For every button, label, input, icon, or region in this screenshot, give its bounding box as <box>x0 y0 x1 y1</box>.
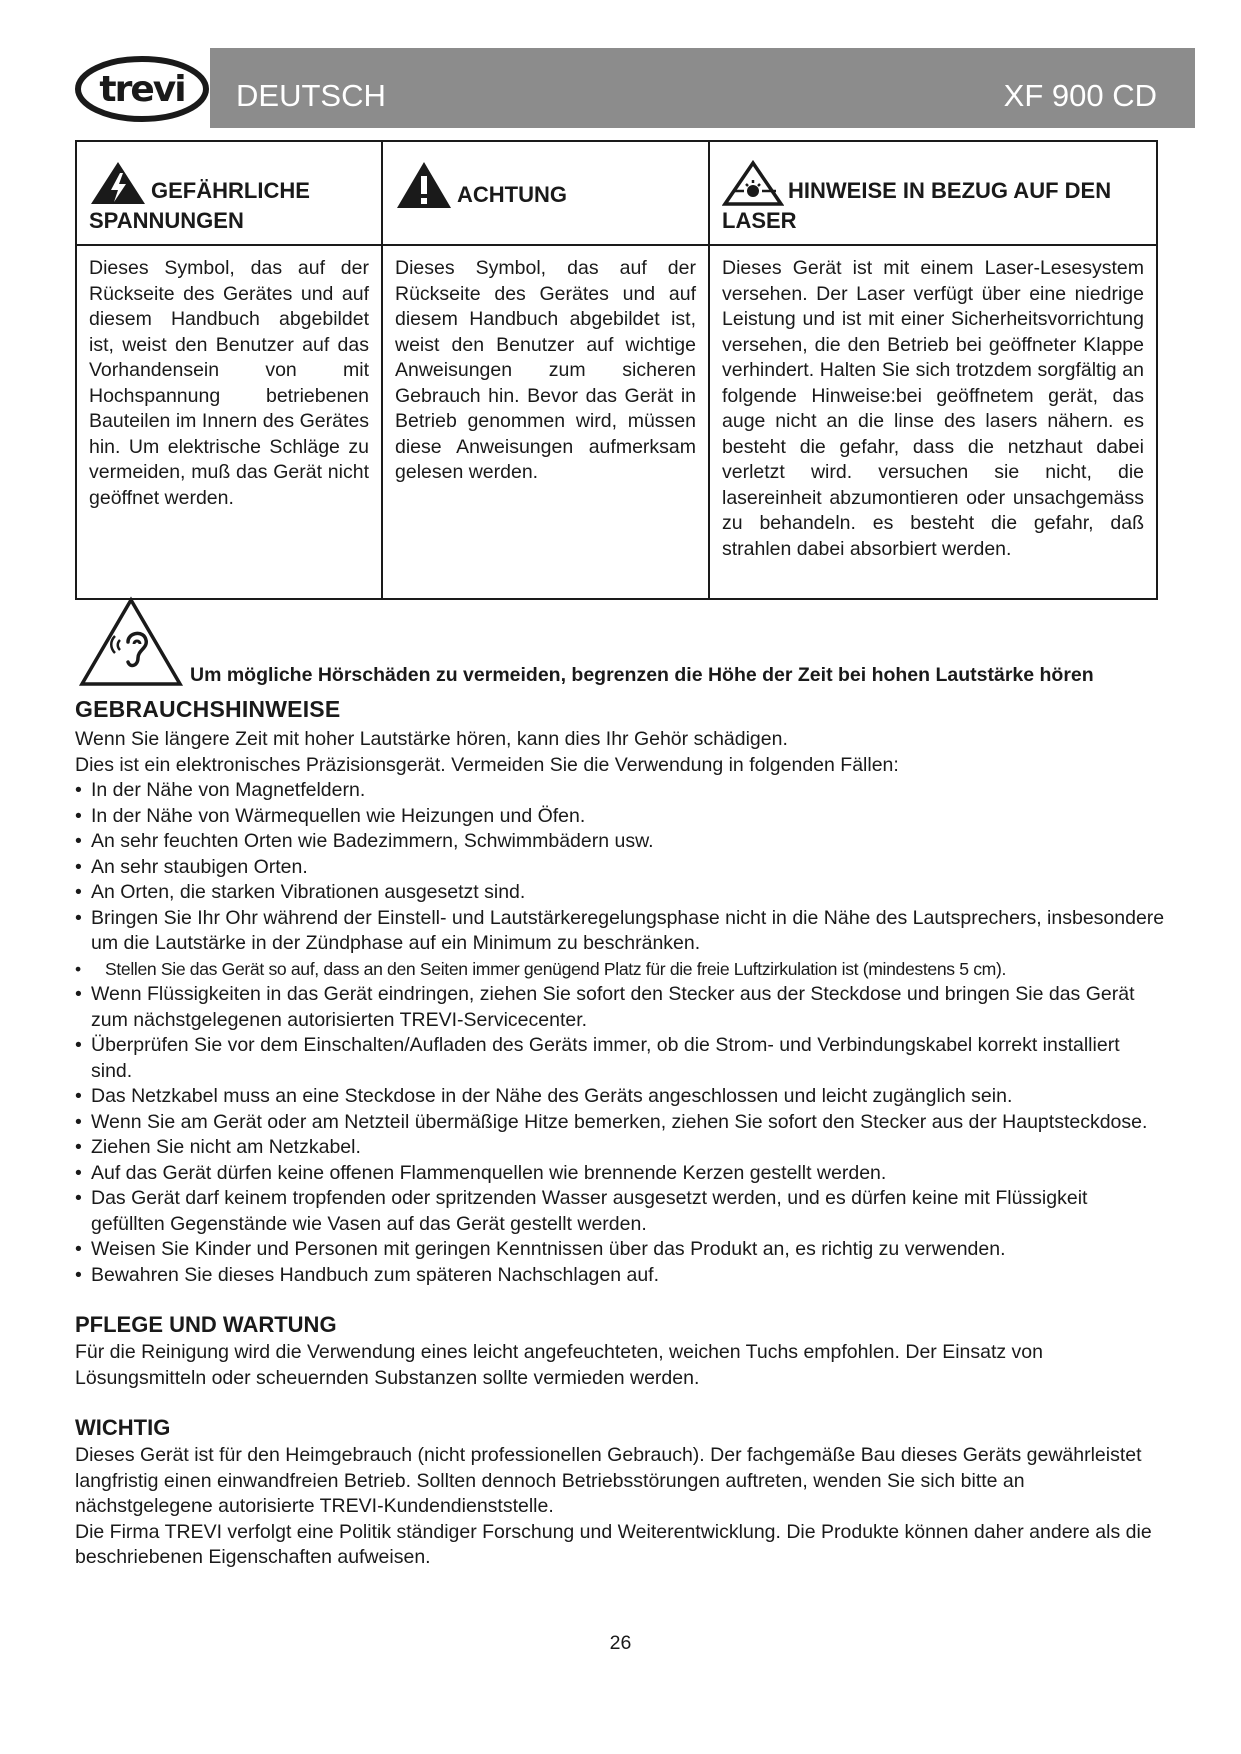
warning-title-voltage: GEFÄHRLICHE SPANNUNGEN <box>89 178 310 233</box>
list-item: • Auf das Gerät dürfen keine offenen Flammenquellen wie brennende Kerzen gestellt werden. <box>75 1161 1165 1187</box>
usage-intro-1: Wenn Sie längere Zeit mit hoher Lautstärke hören, kann dies Ihr Gehör schädigen. <box>75 728 788 750</box>
warning-text-voltage: Dieses Symbol, das auf der Rückseite des Gerätes und auf diesem Handbuch abgebildet ist, weist den Benutzer auf das Vorhandensein von mit Hochspannung betriebenen Bauteilen im Innern des Gerätes hin. Um elektrische Schläge zu vermeiden, muß das Gerät nicht geöffnet werden. <box>76 245 382 599</box>
header-bar <box>210 48 1195 128</box>
warning-title-laser: HINWEISE IN BEZUG AUF DEN LASER <box>722 178 1112 233</box>
exclamation-icon <box>395 160 453 210</box>
high-voltage-icon <box>89 160 147 206</box>
warning-title-caution: ACHTUNG <box>457 182 567 207</box>
warning-header-laser <box>709 141 1157 245</box>
usage-intro-2: Dies ist ein elektronisches Präzisionsgerät. Vermeiden Sie die Verwendung in folgenden Fällen: <box>75 753 899 776</box>
list-item: • Stellen Sie das Gerät so auf, dass an den Seiten immer genügend Platz für die freie Luftzirkulation ist (mindestens 5 cm). <box>75 957 1165 983</box>
safety-warnings-table <box>75 140 1158 600</box>
list-item: • Überprüfen Sie vor dem Einschalten/Aufladen des Geräts immer, ob die Strom- und Verbindungskabel korrekt installiert sind. <box>75 1033 1165 1084</box>
important-text-2: Die Firma TREVI verfolgt eine Politik ständiger Forschung und Weiterentwicklung. Die Produkte können daher andere als die beschriebenen Eigenschaften aufweisen. <box>75 1520 1152 1568</box>
trevi-logo <box>74 56 210 122</box>
care-title: PFLEGE UND WARTUNG <box>75 1312 337 1337</box>
list-item: • In der Nähe von Wärmequellen wie Heizungen und Öfen. <box>75 804 1165 830</box>
page-number: 26 <box>609 1632 632 1654</box>
warning-text-caution: Dieses Symbol, das auf der Rückseite des Gerätes und auf diesem Handbuch abgebildet ist, weist den Benutzer auf wichtige Anweisungen zum sicheren Gebrauch hin. Bevor das Gerät in Betrieb genommen wird, müssen diese Anweisungen aufmerksam gelesen werden. <box>382 245 709 599</box>
list-item: • In der Nähe von Magnetfeldern. <box>75 778 1165 804</box>
hearing-warning <box>78 596 1178 688</box>
usage-list <box>75 778 1165 1288</box>
logo-text: trevi <box>99 69 185 110</box>
laser-icon <box>722 160 784 206</box>
important-title: WICHTIG <box>75 1415 171 1440</box>
list-item: • Bewahren Sie dieses Handbuch zum späteren Nachschlagen auf. <box>75 1263 1165 1289</box>
list-item: • An sehr staubigen Orten. <box>75 855 1165 881</box>
list-item: • Wenn Flüssigkeiten in das Gerät eindringen, ziehen Sie sofort den Stecker aus der Steckdose und bringen Sie das Gerät zum nächstgelegenen autorisierten TREVI-Servicecenter. <box>75 982 1165 1033</box>
hearing-warning-icon <box>78 596 184 688</box>
warning-text-laser: Dieses Gerät ist mit einem Laser-Lesesystem versehen. Der Laser verfügt über eine niedrige Leistung und ist mit einer Sicherheitsvorrichtung versehen, die den Betrieb bei geöffneter Klappe verhindert. Halten Sie sich trotzdem sorgfältig an folgende Hinweise:bei geöffnetem gerät, das auge nicht an die linse des lasers nähern. es besteht die gefahr, dass die netzhaut dabei verletzt wird. versuchen sie nicht, die lasereinheit abzumontieren oder unsachgemäss zu behandeln. es besteht die gefahr, daß strahlen dabei absorbiert werden. <box>709 245 1157 599</box>
list-item: • Ziehen Sie nicht am Netzkabel. <box>75 1135 1165 1161</box>
warning-header-caution <box>382 141 709 245</box>
list-item: • Das Gerät darf keinem tropfenden oder spritzenden Wasser ausgesetzt werden, und es dürfen keine mit Flüssigkeit gefüllten Gegenstände wie Vasen auf das Gerät gestellt werden. <box>75 1186 1165 1237</box>
model-label: XF 900 CD <box>1003 78 1157 113</box>
list-item: • Das Netzkabel muss an eine Steckdose in der Nähe des Geräts angeschlossen und leicht zugänglich sein. <box>75 1084 1165 1110</box>
list-item: • An sehr feuchten Orten wie Badezimmern, Schwimmbädern usw. <box>75 829 1165 855</box>
usage-title: GEBRAUCHSHINWEISE <box>75 696 341 722</box>
list-item: • Weisen Sie Kinder und Personen mit geringen Kenntnissen über das Produkt an, es richtig zu verwenden. <box>75 1237 1165 1263</box>
list-item: • Bringen Sie Ihr Ohr während der Einstell- und Lautstärkeregelungsphase nicht in die Nähe des Lautsprechers, insbesondere um die Lautstärke in der Zündphase auf ein Minimum zu beschränken. <box>75 906 1165 957</box>
important-text-1: Dieses Gerät ist für den Heimgebrauch (nicht professionellen Gebrauch). Der fachgemäße Bau dieses Geräts gewährleistet langfristig einen einwandfreien Betrieb. Sollten dennoch Betriebsstörungen auftreten, wenden Sie sich bitte an nächstgelegene autorisierte TREVI-Kundendienststelle. <box>75 1444 1142 1517</box>
warning-header-voltage <box>76 141 382 245</box>
main-content <box>75 696 1165 1571</box>
list-item: • Wenn Sie am Gerät oder am Netzteil übermäßige Hitze bemerken, ziehen Sie sofort den Stecker aus der Hauptsteckdose. <box>75 1110 1165 1136</box>
hearing-warning-text: Um mögliche Hörschäden zu vermeiden, begrenzen die Höhe der Zeit bei hohen Lautstärke hören <box>190 664 1094 686</box>
care-text: Für die Reinigung wird die Verwendung eines leicht angefeuchteten, weichen Tuchs empfohlen. Der Einsatz von Lösungsmitteln oder scheuernden Substanzen sollte vermieden werden. <box>75 1341 1044 1389</box>
list-item: • An Orten, die starken Vibrationen ausgesetzt sind. <box>75 880 1165 906</box>
language-label: DEUTSCH <box>236 78 386 113</box>
page-header <box>60 48 1195 130</box>
